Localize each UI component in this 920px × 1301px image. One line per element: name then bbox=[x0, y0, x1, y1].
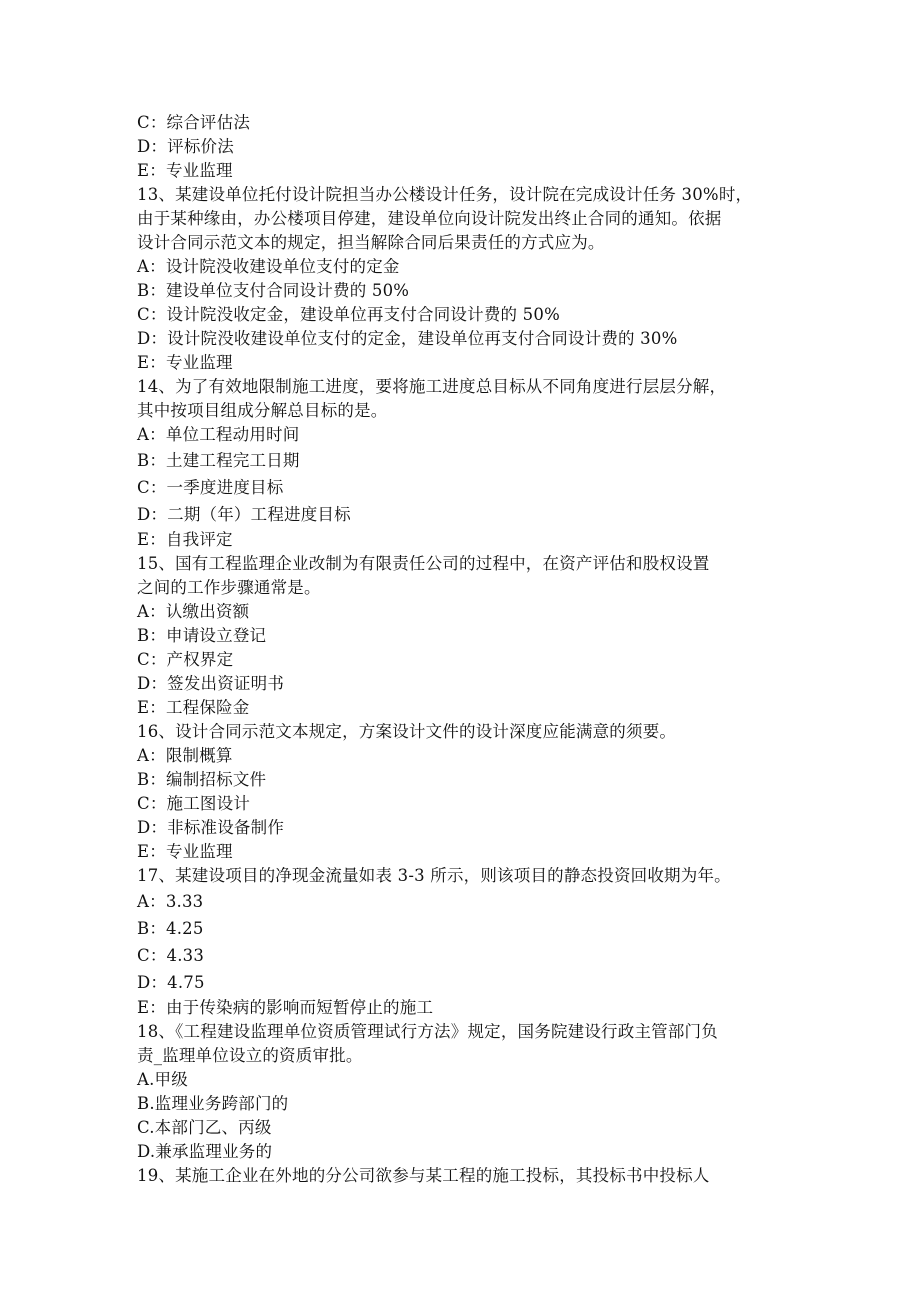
option-line: E：工程保险金 bbox=[137, 698, 250, 717]
option-line: B：编制招标文件 bbox=[137, 770, 267, 789]
question-line: 18、《工程建设监理单位资质管理试行方法》规定，国务院建设行政主管部门负 bbox=[137, 1022, 718, 1041]
question-line: 16、设计合同示范文本规定，方案设计文件的设计深度应能满意的须要。 bbox=[137, 722, 677, 741]
option-line: E：由于传染病的影响而短暂停止的施工 bbox=[137, 998, 434, 1017]
question-line: 15、国有工程监理企业改制为有限责任公司的过程中，在资产评估和股权设置 bbox=[137, 554, 710, 573]
option-line: B.监理业务跨部门的 bbox=[137, 1094, 289, 1113]
question-line: 13、某建设单位托付设计院担当办公楼设计任务，设计院在完成设计任务 30%时， bbox=[137, 185, 753, 204]
option-line: C：4.33 bbox=[137, 946, 205, 965]
option-line: D：设计院没收建设单位支付的定金，建设单位再支付合同设计费的 30% bbox=[137, 329, 678, 348]
option-line: E：自我评定 bbox=[137, 530, 233, 549]
option-line: D：签发出资证明书 bbox=[137, 674, 285, 693]
option-line: D：非标准设备制作 bbox=[137, 818, 285, 837]
option-line: D：评标价法 bbox=[137, 137, 234, 156]
option-line: B：土建工程完工日期 bbox=[137, 451, 300, 470]
option-line: B：建设单位支付合同设计费的 50% bbox=[137, 281, 410, 300]
option-line: D.兼承监理业务的 bbox=[137, 1142, 273, 1161]
question-line: 17、某建设项目的净现金流量如表 3-3 所示，则该项目的静态投资回收期为年。 bbox=[137, 866, 731, 885]
option-line: C：施工图设计 bbox=[137, 794, 251, 813]
question-line: 之间的工作步骤通常是。 bbox=[137, 578, 321, 597]
option-line: A：认缴出资额 bbox=[137, 602, 250, 621]
question-line: 责_监理单位设立的资质审批。 bbox=[137, 1046, 363, 1065]
option-line: C：一季度进度目标 bbox=[137, 478, 284, 497]
option-line: C：综合评估法 bbox=[137, 113, 251, 132]
option-line: D：二期（年）工程进度目标 bbox=[137, 505, 351, 524]
option-line: C：设计院没收定金，建设单位再支付合同设计费的 50% bbox=[137, 305, 560, 324]
option-line: C.本部门乙、丙级 bbox=[137, 1118, 272, 1137]
option-line: B：4.25 bbox=[137, 919, 204, 938]
question-line: 设计合同示范文本的规定，担当解除合同后果责任的方式应为。 bbox=[137, 233, 605, 252]
option-line: E：专业监理 bbox=[137, 842, 233, 861]
question-line: 19、某施工企业在外地的分公司欲参与某工程的施工投标，其投标书中投标人 bbox=[137, 1166, 710, 1185]
option-line: A：限制概算 bbox=[137, 746, 233, 765]
question-line: 由于某种缘由，办公楼项目停建，建设单位向设计院发出终止合同的通知。依据 bbox=[137, 209, 722, 228]
document-body bbox=[137, 111, 787, 1188]
option-line: A：单位工程动用时间 bbox=[137, 425, 300, 444]
option-line: A：设计院没收建设单位支付的定金 bbox=[137, 257, 400, 276]
option-line: E：专业监理 bbox=[137, 161, 233, 180]
option-line: C：产权界定 bbox=[137, 650, 234, 669]
option-line: A：3.33 bbox=[137, 892, 204, 911]
option-line: D：4.75 bbox=[137, 973, 205, 992]
question-line: 14、为了有效地限制施工进度，要将施工进度总目标从不同角度进行层层分解， bbox=[137, 377, 727, 396]
option-line: A.甲级 bbox=[137, 1070, 188, 1089]
question-line: 其中按项目组成分解总目标的是。 bbox=[137, 401, 388, 420]
option-line: E：专业监理 bbox=[137, 353, 233, 372]
option-line: B：申请设立登记 bbox=[137, 626, 267, 645]
